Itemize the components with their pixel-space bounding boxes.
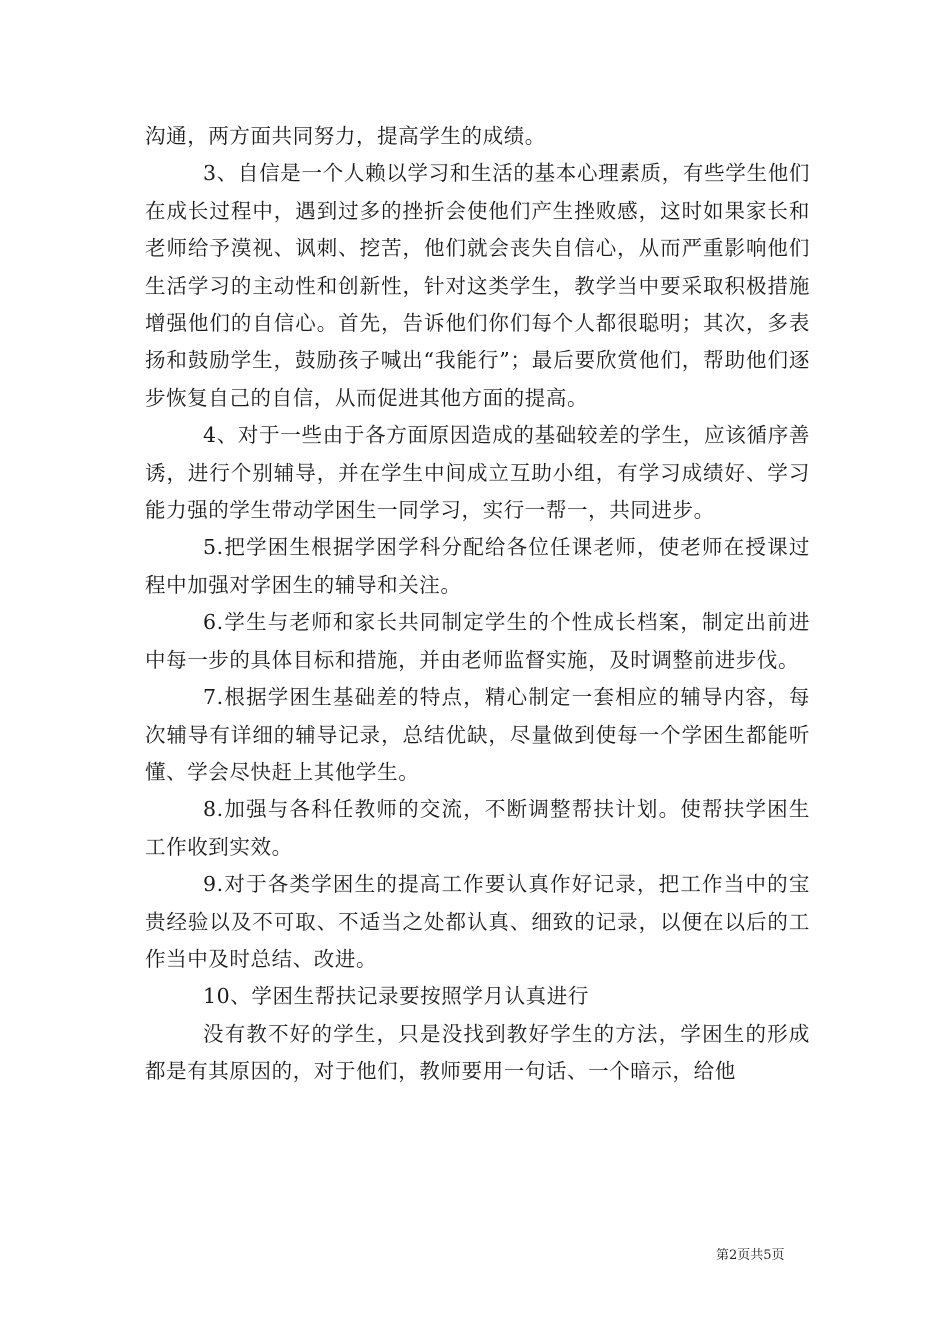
page-number-footer: 第2页共5页	[716, 1248, 785, 1263]
paragraph-1: 沟通，两方面共同努力，提高学生的成绩。	[145, 124, 546, 148]
paragraph-2: 3、自信是一个人赖以学习和生活的基本心理素质，有些学生他们在成长过程中，遇到过多的挫折会使他们产生挫败感，这时如果家长和老师给予漠视、讽刺、挖苦，他们就会丧失自信心，从而严重影响他们生活学习的主动性和创新性，针对这类学生，教学当中要采取积极措施增强他们的自信心。首先，告诉他们你们每个人都很聪明；其次，多表扬和鼓励学生，鼓励孩子喊出“我能行”；最后要欣赏他们，帮助他们逐步恢复自己的自信，从而促进其他方面的提高。	[145, 161, 810, 410]
paragraph-5: 6.学生与老师和家长共同制定学生的个性成长档案，制定出前进中每一步的具体目标和措施，并由老师监督实施，及时调整前进步伐。	[145, 610, 810, 672]
paragraph-8: 9.对于各类学困生的提高工作要认真作好记录，把工作当中的宝贵经验以及不可取、不适当之处都认真、细致的记录，以便在以后的工作当中及时总结、改进。	[145, 872, 810, 971]
paragraph-7: 8.加强与各科任教师的交流，不断调整帮扶计划。使帮扶学困生工作收到实效。	[145, 797, 810, 859]
paragraph-9: 10、学困生帮扶记录要按照学月认真进行	[203, 984, 589, 1009]
paragraph-4: 5.把学困生根据学困学科分配给各位任课老师，使老师在授课过程中加强对学困生的辅导和关注。	[145, 535, 810, 597]
paragraph-3: 4、对于一些由于各方面原因造成的基础较差的学生，应该循序善诱，进行个别辅导，并在学生中间成立互助小组，有学习成绩好、学习能力强的学生带动学困生一同学习，实行一帮一，共同进步。	[145, 423, 810, 523]
paragraph-10: 没有教不好的学生，只是没找到教好学生的方法，学困生的形成都是有其原因的，对于他们，教师要用一句话、一个暗示，给他	[145, 1021, 810, 1084]
document-body	[145, 118, 810, 1091]
paragraph-6: 7.根据学困生基础差的特点，精心制定一套相应的辅导内容，每次辅导有详细的辅导记录，总结优缺，尽量做到使每一个学困生都能听懂、学会尽快赶上其他学生。	[145, 685, 810, 784]
